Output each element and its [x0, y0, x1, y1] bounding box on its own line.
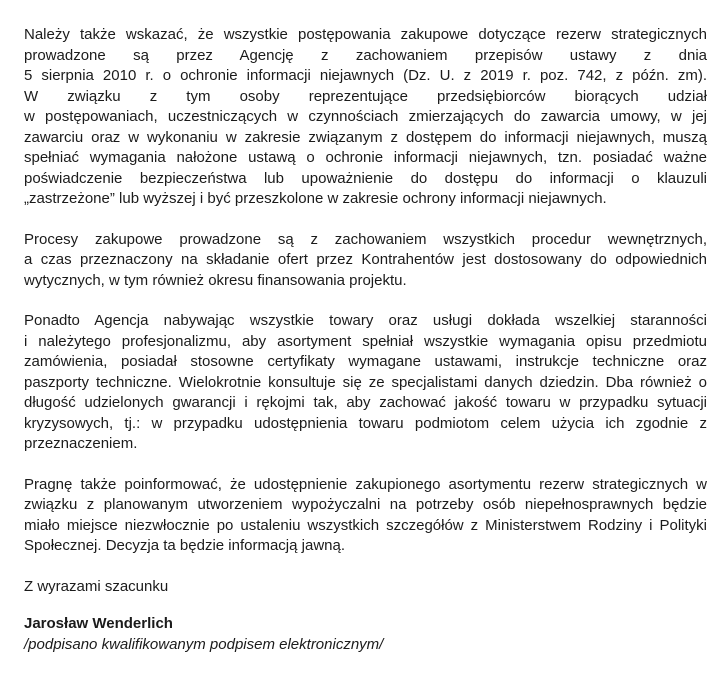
text-line: Należy także wskazać, że wszystkie postępowania zakupowe dotyczące rezerw strategicznych — [24, 26, 707, 43]
letter-body — [24, 25, 707, 557]
closing-salutation: Z wyrazami szacunku — [24, 577, 169, 595]
text-line: W związku z tym osoby reprezentujące przedsiębiorców biorących udział — [24, 87, 707, 105]
text-line: a czas przeznaczony na składanie ofert przez Kontrahentów jest dostosowany do odpowiednich — [24, 251, 707, 268]
electronic-signature-note: /podpisano kwalifikowanym podpisem elektronicznym/ — [24, 635, 384, 653]
text-line: poświadczenie bezpieczeństwa lub upoważnienie do dostępu do informacji o klauzuli — [24, 169, 707, 187]
text-line: Społecznej. Decyzja ta będzie informacją jawną. — [24, 537, 345, 554]
text-line: Pragnę także poinformować, że udostępnienie zakupionego asortymentu rezerw strategicznych w — [24, 475, 707, 493]
text-line: miało miejsce niezwłocznie po ustaleniu wszystkich szczegółów z Ministerstwem Rodziny i Polityki — [24, 516, 707, 534]
text-line: wytycznych, w tym również okresu finansowania projektu. — [24, 271, 407, 289]
paragraph-4 — [24, 475, 707, 557]
text-line: kryzysowych, tj.: w przypadku udostępnienia towaru podmiotom celem użycia ich zgodnie z — [24, 414, 707, 432]
text-line: „zastrzeżone” lub wyższej i być przeszkolone w zakresie ochrony informacji niejawnych. — [24, 190, 607, 207]
paragraph-3 — [24, 311, 707, 455]
signer-name: Jarosław Wenderlich — [24, 615, 173, 632]
paragraph-2 — [24, 230, 707, 292]
text-line: zamówienia, posiadał stosowne certyfikaty wymagane ustawami, instrukcje techniczne oraz — [24, 353, 707, 370]
paragraph-1 — [24, 25, 707, 210]
text-line: Procesy zakupowe prowadzone są z zachowaniem wszystkich procedur wewnętrznych, — [24, 230, 707, 248]
text-line: prowadzone są przez Agencję z zachowaniem przepisów ustawy z dnia — [24, 46, 707, 64]
text-line: związku z planowanym utworzeniem wypożyczalni na potrzeby osób niepełnosprawnych będzie — [24, 496, 707, 513]
text-line: 5 sierpnia 2010 r. o ochronie informacji niejawnych (Dz. U. z 2019 r. poz. 742, z późn. zm). — [24, 67, 707, 84]
text-line: długość udzielonych gwarancji i rękojmi tak, aby zachować jakość towaru w przypadku sytuacji — [24, 394, 707, 411]
text-line: przeznaczeniem. — [24, 435, 138, 452]
text-line: w postępowaniach, uczestniczących w czynnościach zmierzających do zawarcia umowy, w jej — [24, 108, 707, 125]
text-line: i należytego profesjonalizmu, aby asortyment spełniał wszystkie wymagania opisu przedmiotu — [24, 332, 707, 350]
text-line: zawarciu oraz w wykonaniu w zakresie związanym z dostępem do informacji niejawnych, muszą — [24, 128, 707, 146]
text-line: Ponadto Agencja nabywając wszystkie towary oraz usługi dokłada wszelkiej staranności — [24, 312, 707, 329]
text-line: spełniać wymagania nałożone ustawą o ochronie informacji niejawnych, tzn. posiadać ważne — [24, 149, 707, 166]
text-line: paszporty techniczne. Wielokrotnie konsultuje się ze specjalistami danych dziedzin. Dba również o — [24, 373, 707, 391]
